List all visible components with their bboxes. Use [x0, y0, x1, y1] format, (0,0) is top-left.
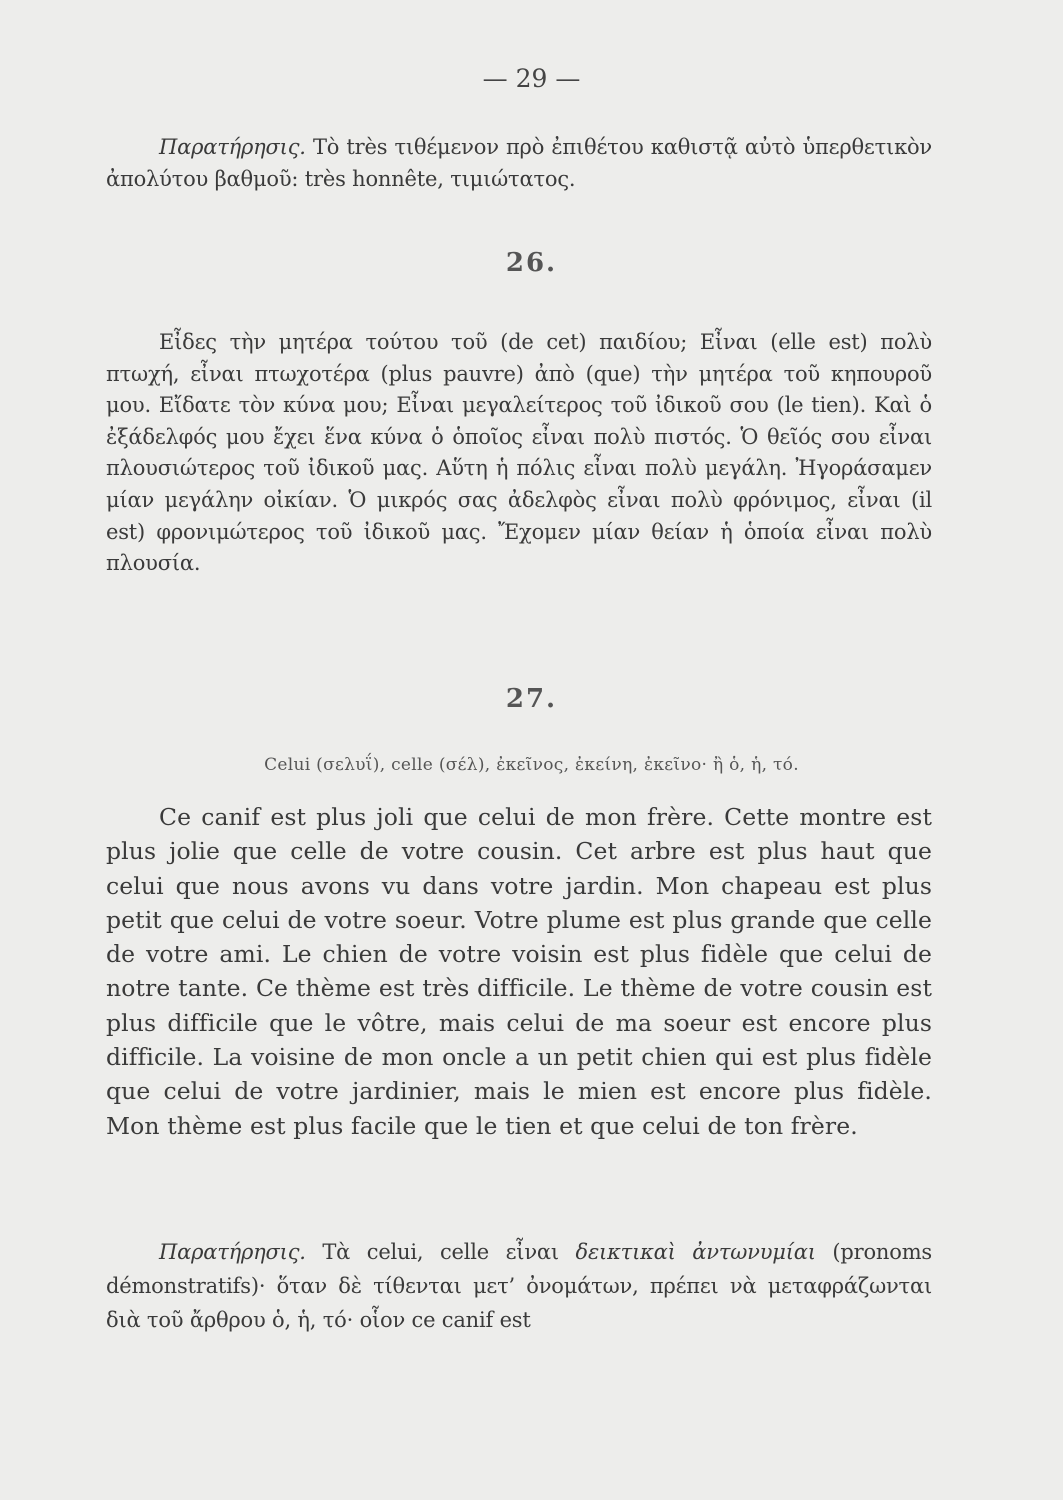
remark-text-a: Τὰ celui, celle εἶναι: [305, 1240, 576, 1264]
page-number: — 29 —: [482, 64, 581, 93]
remark-paragraph-2: [106, 1235, 932, 1337]
vocabulary-line: Celui (σελυΐ), celle (σέλ), ἐκεῖνος, ἐκείνη, ἐκεῖνο· ἢ ὁ, ἡ, τό.: [264, 755, 799, 775]
exercise-26-text: Εἶδες τὴν μητέρα τούτου τοῦ (de cet) παιδίου; Εἶναι (elle est) πολὺ πτωχή, εἶναι πτωχοτέρα (plus pauvre) ἀπὸ (que) τὴν μητέρα τοῦ κηπουροῦ μου. Εἴδατε τὸν κύνα μου; Εἶναι μεγαλείτερος τοῦ ἰδικοῦ σου (le tien). Καὶ ὁ ἐξάδελφός μου ἔχει ἕνα κύνα ὁ ὁποῖος εἶναι πολὺ πιστός. Ὁ θεῖός σου εἶναι πλουσιώτερος τοῦ ἰδικοῦ μας. Αὕτη ἡ πόλις εἶναι πολὺ μεγάλη. Ἠγοράσαμεν μίαν μεγάλην οἰκίαν. Ὁ μικρός σας ἀδελφὸς εἶναι πολὺ φρόνιμος, εἶναι (il est) φρονιμώτερος τοῦ ἰδικοῦ μας. Ἔχομεν μίαν θείαν ἡ ὁποία εἶναι πολὺ πλουσία.: [106, 330, 932, 576]
section-heading-27: 27.: [505, 684, 558, 714]
exercise-27-text: Ce canif est plus joli que celui de mon frère. Cette montre est plus jolie que celle de votre cousin. Cet arbre est plus haut que celui que nous avons vu dans votre jardin. Mon chapeau est plus petit que celui de votre soeur. Votre plume est plus grande que celle de votre ami. Le chien de votre voisin est plus fidèle que celui de notre tante. Ce thème est très difficile. Le thème de votre cousin est plus difficile que le vôtre, mais celui de ma soeur est encore plus difficile. La voisine de mon oncle a un petit chien qui est plus fidèle que celui de votre jardinier, mais le mien est encore plus fidèle. Mon thème est plus facile que le tien et que celui de ton frère.: [106, 803, 932, 1140]
section-heading-26: 26.: [505, 248, 558, 278]
remark-text: Τὸ très τιθέμενον πρὸ ἐπιθέτου καθιστᾷ αὐτὸ ὑπερθετικὸν ἀπολύτου βαθμοῦ: très honnête, τιμιώτατος.: [106, 135, 932, 191]
remark-label: Παρατήρησις.: [159, 135, 306, 159]
remark-label-2: Παρατήρησις.: [159, 1240, 306, 1264]
remark-emphasis: δεικτικαὶ ἀντωνυμίαι: [575, 1240, 816, 1264]
remark-paragraph: [106, 132, 932, 195]
remark-text-b: (pronoms démonstratifs)· ὅταν δὲ τίθενται μετ’ ὀνομάτων, πρέπει νὰ μεταφράζωνται διὰ τοῦ ἄρθρου ὁ, ἡ, τό· οἷον ce canif est: [106, 1240, 932, 1332]
